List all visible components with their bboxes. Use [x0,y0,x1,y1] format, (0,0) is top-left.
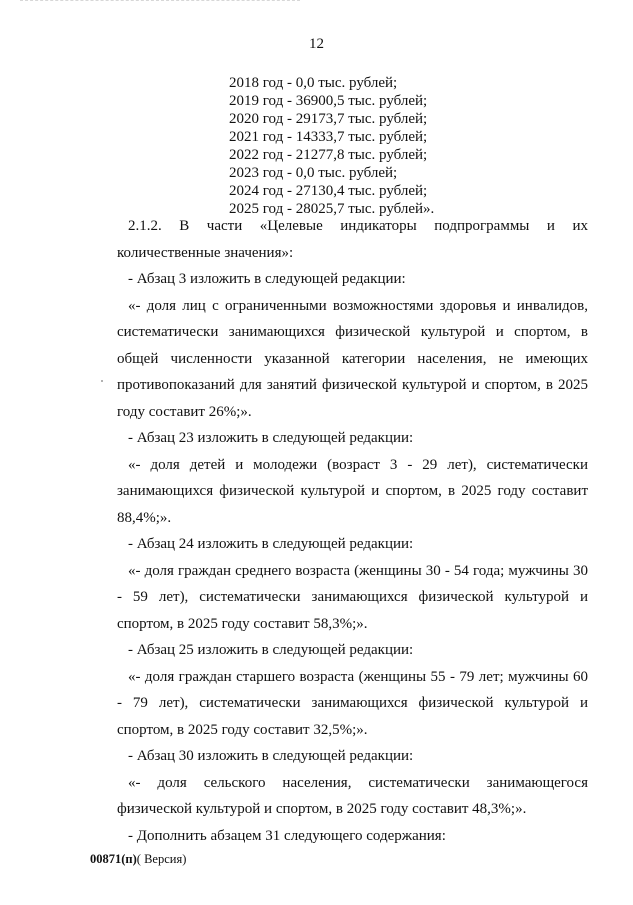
instruction-paragraph-23: - Абзац 23 изложить в следующей редакции: [128,430,414,446]
funding-line-2020: 2020 год - 29173,7 тыс. рублей; [229,111,428,127]
quote-paragraph-24: «- доля граждан среднего возраста (женщины 30 - 54 года; мужчины 30 - 59 лет), систематически занимающихся физической культурой и спортом, в 2025 году составит 58,3%;». [117,562,588,632]
funding-line-2019: 2019 год - 36900,5 тыс. рублей; [229,93,428,109]
instruction-paragraph-31: - Дополнить абзацем 31 следующего содержания: [128,827,446,844]
funding-by-year-list [229,74,434,218]
document-body [117,213,588,849]
document-footer [90,852,186,867]
funding-line-2022: 2022 год - 21277,8 тыс. рублей; [229,147,428,163]
section-heading: 2.1.2. В части «Целевые индикаторы подпрограммы и их количественные значения»: [117,218,588,261]
instruction-paragraph-30: - Абзац 30 изложить в следующей редакции: [128,748,414,764]
quote-paragraph-3: «- доля лиц с ограниченными возможностями здоровья и инвалидов, систематически занимающихся физической культурой и спортом, в общей численности указанной категории населения, не имеющих противопоказаний для занятий физической культурой и спортом, в 2025 году составит 26%;». [117,297,588,420]
top-edge-rule [20,0,300,3]
funding-line-2021: 2021 год - 14333,7 тыс. рублей; [229,129,428,145]
instruction-paragraph-25: - Абзац 25 изложить в следующей редакции: [128,642,414,658]
quote-paragraph-30: «- доля сельского населения, систематически занимающегося физической культурой и спортом, в 2025 году составит 48,3%;». [117,774,588,817]
quote-paragraph-25: «- доля граждан старшего возраста (женщины 55 - 79 лет; мужчины 60 - 79 лет), систематически занимающихся физической культурой и спортом, в 2025 году составит 32,5%;». [117,668,588,738]
footer-document-code: 00871(п) [90,852,137,866]
funding-line-2023: 2023 год - 0,0 тыс. рублей; [229,165,398,181]
scan-speck [101,380,103,382]
quote-paragraph-23: «- доля детей и молодежи (возраст 3 - 29 лет), систематически занимающихся физической культурой и спортом, в 2025 году составит 88,4%;». [117,456,588,526]
instruction-paragraph-24: - Абзац 24 изложить в следующей редакции: [128,536,414,552]
page-number: 12 [309,36,324,52]
funding-line-2018: 2018 год - 0,0 тыс. рублей; [229,75,398,91]
instruction-paragraph-3: - Абзац 3 изложить в следующей редакции: [128,271,406,287]
footer-version-label: ( Версия) [136,852,187,866]
funding-line-2025: 2025 год - 28025,7 тыс. рублей». [229,201,435,217]
funding-line-2024: 2024 год - 27130,4 тыс. рублей; [229,183,428,199]
